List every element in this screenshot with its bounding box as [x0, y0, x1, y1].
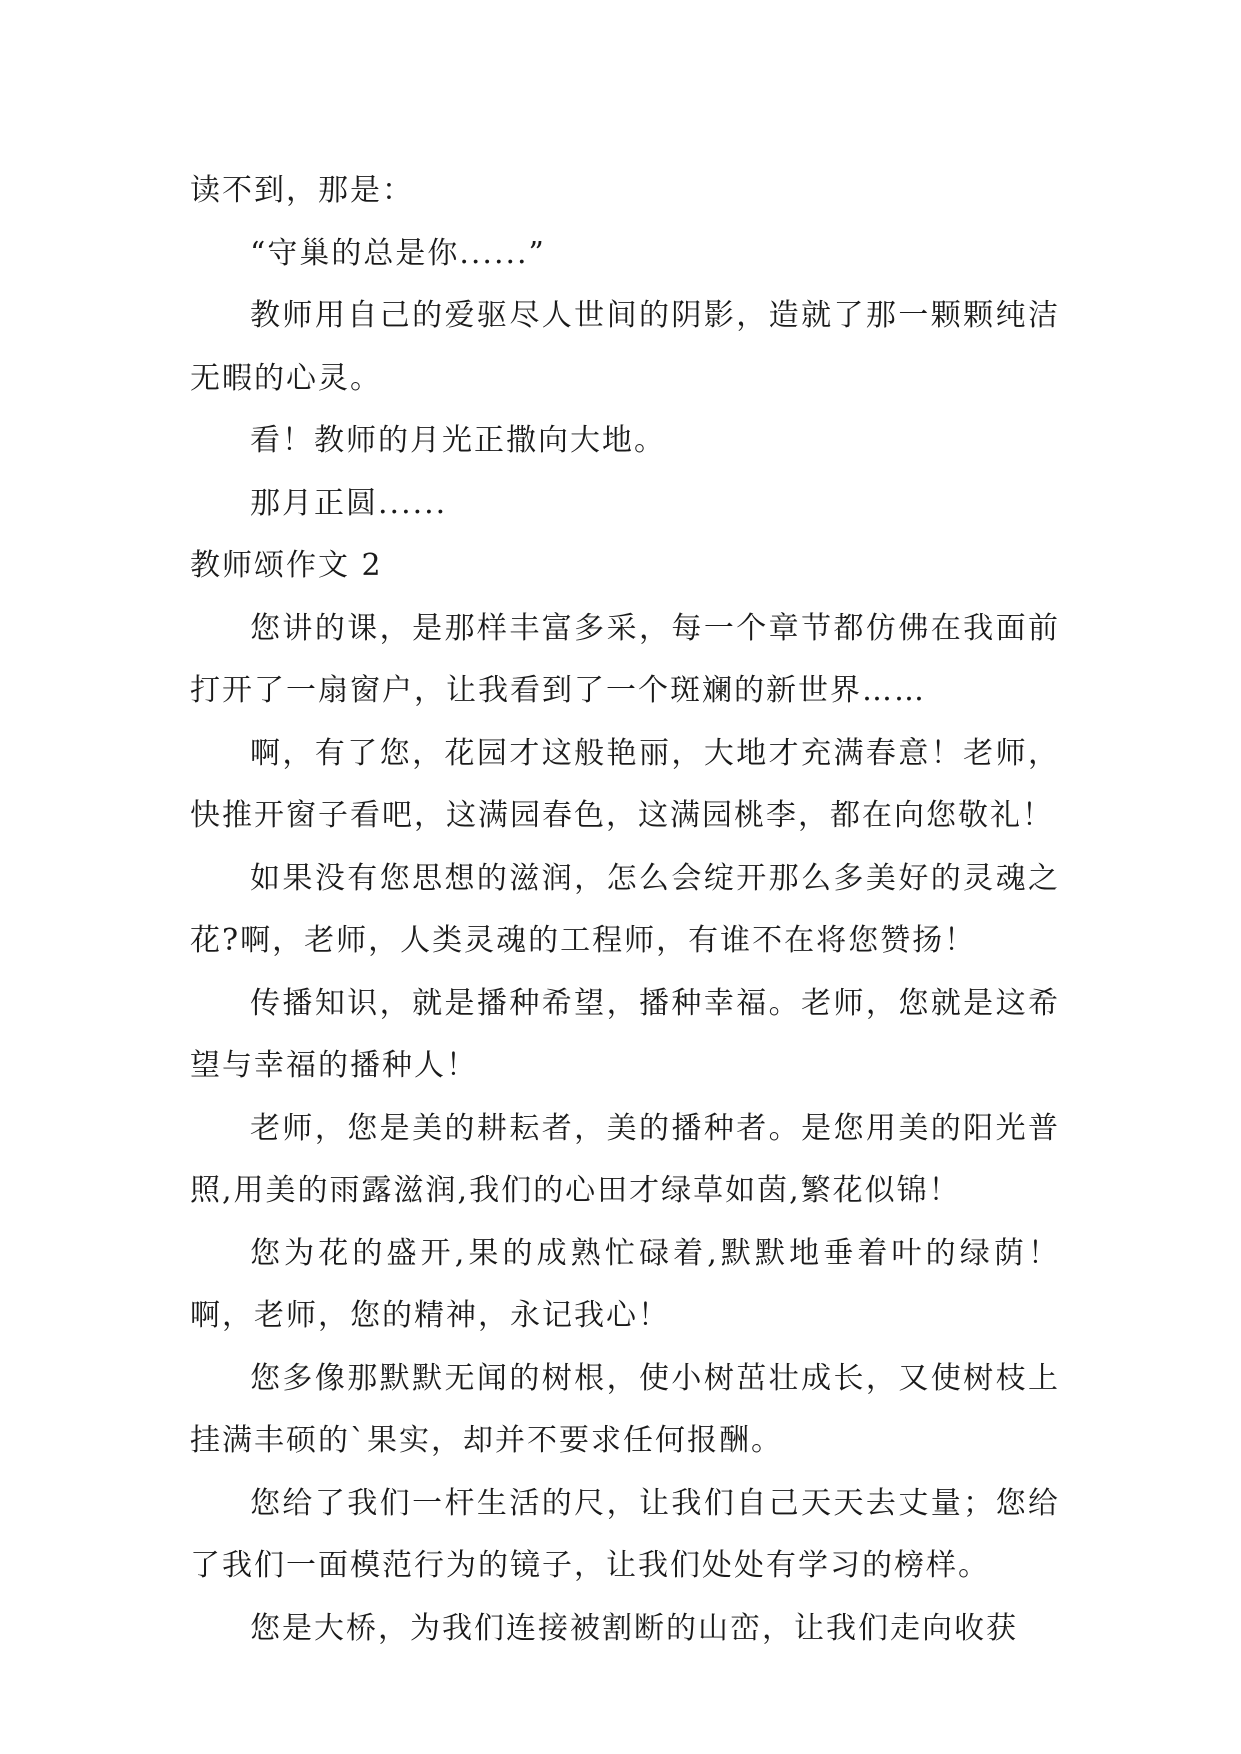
paragraph: 那月正圆...... — [250, 485, 448, 521]
paragraph: 您多像那默默无闻的树根，使小树茁壮成长，又使树枝上挂满丰硕的`果实，却并不要求任何报酬。 — [190, 1360, 1060, 1458]
paragraph: 您讲的课，是那样丰富多采，每一个章节都仿佛在我面前打开了一扇窗户，让我看到了一个斑斓的新世界…… — [190, 610, 1060, 708]
document-body — [190, 160, 1060, 1660]
paragraph: 您给了我们一杆生活的尺，让我们自己天天去丈量；您给了我们一面模范行为的镜子，让我们处处有学习的榜样。 — [190, 1485, 1060, 1583]
paragraph: 传播知识，就是播种希望，播种幸福。老师，您就是这希望与幸福的播种人！ — [190, 985, 1060, 1083]
paragraph: 您是大桥，为我们连接被割断的山峦，让我们走向收获 — [250, 1610, 1018, 1646]
paragraph: 啊，有了您，花园才这般艳丽，大地才充满春意！老师，快推开窗子看吧，这满园春色，这满园桃李，都在向您敬礼！ — [190, 735, 1060, 833]
paragraph: “守巢的总是你......” — [250, 235, 546, 271]
paragraph: 读不到，那是： — [190, 173, 414, 208]
section-heading: 教师颂作文 2 — [190, 548, 383, 583]
paragraph: 看！教师的月光正撒向大地。 — [250, 423, 666, 458]
paragraph: 如果没有您思想的滋润，怎么会绽开那么多美好的灵魂之花?啊，老师，人类灵魂的工程师，有谁不在将您赞扬！ — [190, 860, 1060, 958]
paragraph: 老师，您是美的耕耘者，美的播种者。是您用美的阳光普照,用美的雨露滋润,我们的心田才绿草如茵,繁花似锦！ — [190, 1110, 1060, 1208]
paragraph: 教师用自己的爱驱尽人世间的阴影，造就了那一颗颗纯洁无暇的心灵。 — [190, 298, 1060, 396]
paragraph: 您为花的盛开,果的成熟忙碌着,默默地垂着叶的绿荫！啊，老师，您的精神，永记我心！ — [190, 1235, 1060, 1333]
